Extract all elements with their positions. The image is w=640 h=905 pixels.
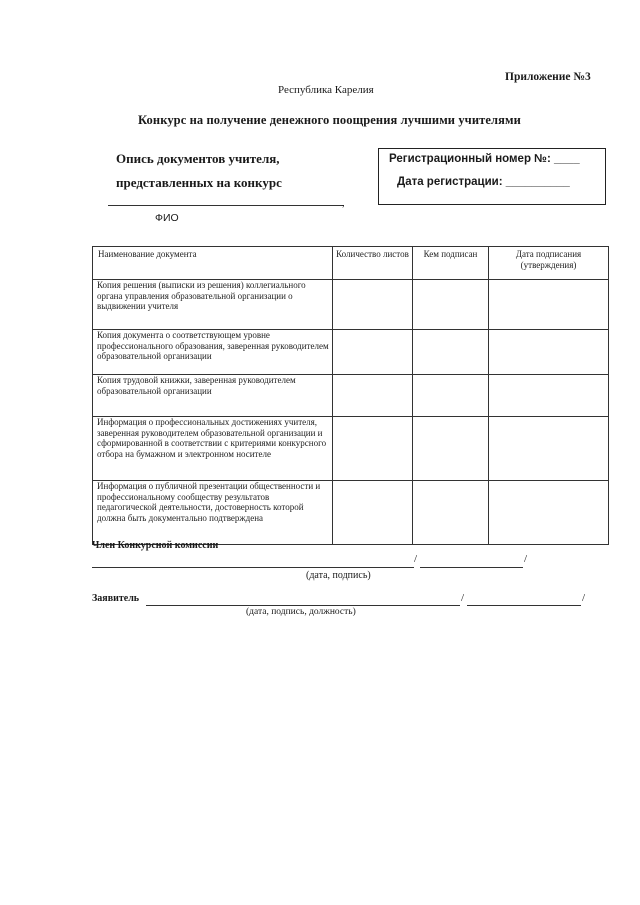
signed-by-cell[interactable] — [413, 481, 489, 545]
signing-date-cell[interactable] — [489, 330, 609, 375]
table-header-row — [93, 247, 609, 280]
signed-by-cell[interactable] — [413, 417, 489, 481]
document-name-cell: Копия трудовой книжки, заверенная руководителем образовательной организации — [93, 375, 333, 417]
fio-comma: , — [342, 198, 345, 209]
region-label: Республика Карелия — [278, 84, 374, 96]
applicant-signature-line[interactable] — [467, 605, 581, 606]
inventory-title-line2: представленных на конкурс — [116, 175, 282, 190]
commission-member-label: Член Конкурсной комиссии — [92, 540, 219, 551]
documents-table — [92, 246, 609, 545]
commission-member-caption: (дата, подпись) — [306, 570, 371, 581]
signing-date-cell[interactable] — [489, 417, 609, 481]
table-row — [93, 481, 609, 545]
header-signing-date: Дата подписания (утверждения) — [489, 247, 609, 280]
page-count-cell[interactable] — [333, 375, 413, 417]
slash-separator: / — [582, 592, 586, 604]
appendix-label: Приложение №3 — [505, 71, 591, 83]
page-count-cell[interactable] — [333, 417, 413, 481]
signed-by-cell[interactable] — [413, 280, 489, 330]
signing-date-cell[interactable] — [489, 375, 609, 417]
page-count-cell[interactable] — [333, 330, 413, 375]
applicant-caption: (дата, подпись, должность) — [246, 607, 356, 617]
document-name-cell: Информация о публичной презентации общественности и профессиональному сообществу результатов педагогической деятельности, достоверность которой должна быть документально подтверждена — [93, 481, 333, 545]
document-name-cell: Копия решения (выписки из решения) коллегиального органа управления образовательной организации о выдвижении учителя — [93, 280, 333, 330]
signing-date-cell[interactable] — [489, 280, 609, 330]
fio-underline[interactable] — [108, 205, 344, 206]
signed-by-cell[interactable] — [413, 375, 489, 417]
header-signed-by: Кем подписан — [413, 247, 489, 280]
table-row — [93, 280, 609, 330]
registration-number-label: Регистрационный номер №: ____ — [389, 153, 580, 165]
commission-member-signature-line[interactable] — [420, 567, 523, 568]
slash-separator: / — [414, 553, 418, 565]
table-row — [93, 375, 609, 417]
document-name-cell: Информация о профессиональных достижениях учителя, заверенная руководителем образовательной организации и сформированной в соответствии с критериями конкурсного отбора на бумажном и электронном носителе — [93, 417, 333, 481]
signing-date-cell[interactable] — [489, 481, 609, 545]
header-page-count: Количество листов — [333, 247, 413, 280]
page-count-cell[interactable] — [333, 481, 413, 545]
fio-label: ФИО — [155, 212, 179, 224]
inventory-title-line1: Опись документов учителя, — [116, 151, 280, 166]
contest-title: Конкурс на получение денежного поощрения лучшими учителями — [138, 113, 521, 127]
slash-separator: / — [461, 592, 465, 604]
registration-date-label: Дата регистрации: __________ — [397, 176, 570, 188]
page-count-cell[interactable] — [333, 280, 413, 330]
slash-separator: / — [524, 553, 528, 565]
header-document-name: Наименование документа — [93, 247, 333, 280]
table-row — [93, 330, 609, 375]
commission-member-name-line[interactable] — [92, 567, 414, 568]
applicant-label: Заявитель — [92, 593, 140, 604]
applicant-name-line[interactable] — [146, 605, 460, 606]
registration-box — [378, 148, 606, 205]
document-name-cell: Копия документа о соответствующем уровне профессионального образования, заверенная руководителем образовательной организации — [93, 330, 333, 375]
signed-by-cell[interactable] — [413, 330, 489, 375]
table-row — [93, 417, 609, 481]
